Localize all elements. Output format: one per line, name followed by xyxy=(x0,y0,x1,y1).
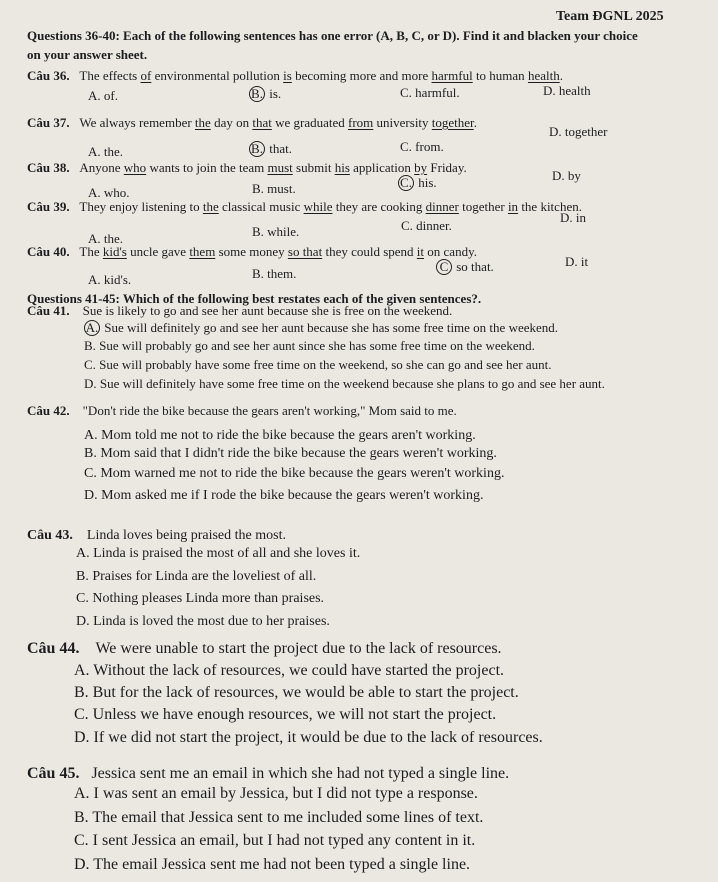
q45-option-d[interactable]: D. The email Jessica sent me had not been typed a single line. xyxy=(74,856,471,873)
q39-option-b[interactable]: B. while. xyxy=(252,224,300,239)
q44-option-c[interactable]: C. Unless we have enough resources, we will not start the project. xyxy=(74,706,497,723)
q41-option-b[interactable]: B. Sue will probably go and see her aunt since she has some free time on the weekend. xyxy=(84,338,535,353)
question-36-stem: Câu 36. The effects of environmental pollution is becoming more and more harmful to human health. xyxy=(27,68,563,83)
question-44-stem: Câu 44. We were unable to start the project due to the lack of resources. xyxy=(27,640,502,657)
q36-option-b[interactable]: B. is. xyxy=(249,86,281,102)
q36-option-c[interactable]: C. harmful. xyxy=(400,85,460,100)
q36-option-a[interactable]: A. of. xyxy=(88,88,118,103)
q39-option-c[interactable]: C. dinner. xyxy=(401,218,452,233)
q37-option-d[interactable]: D. together xyxy=(549,124,608,139)
answer-mark: B. xyxy=(249,86,265,102)
q41-option-c[interactable]: C. Sue will probably have some free time on the weekend, so she can go and see her aunt. xyxy=(84,357,552,372)
q42-option-d[interactable]: D. Mom asked me if I rode the bike because the gears weren't working. xyxy=(84,488,484,503)
answer-mark: A. xyxy=(85,320,99,335)
q44-option-d[interactable]: D. If we did not start the project, it would be due to the lack of resources. xyxy=(74,729,543,746)
q42-option-b[interactable]: B. Mom said that I didn't ride the bike because the gears weren't working. xyxy=(84,446,497,461)
q38-option-c[interactable]: C. his. xyxy=(398,175,437,191)
q40-option-a[interactable]: A. kid's. xyxy=(88,272,132,287)
q43-option-c[interactable]: C. Nothing pleases Linda more than praises. xyxy=(76,591,325,606)
q43-option-d[interactable]: D. Linda is loved the most due to her praises. xyxy=(76,614,330,629)
question-40-stem: Câu 40. The kid's uncle gave them some money so that they could spend it on candy. xyxy=(27,244,477,259)
q37-option-c[interactable]: C. from. xyxy=(400,139,444,154)
q38-option-a[interactable]: A. who. xyxy=(88,185,130,200)
section1-title: Questions 36-40: Each of the following sentences has one error (A, B, C, or D). Find it and blacken your choice xyxy=(27,28,638,43)
team-header: Team ĐGNL 2025 xyxy=(556,9,664,24)
q45-option-c[interactable]: C. I sent Jessica an email, but I had not typed any content in it. xyxy=(74,832,476,849)
q37-option-b[interactable]: B. that. xyxy=(249,141,292,157)
q39-option-d[interactable]: D. in xyxy=(560,210,586,225)
q41-option-d[interactable]: D. Sue will definitely have some free time on the weekend because she plans to go and see her aunt. xyxy=(84,376,605,391)
q41-option-a[interactable]: A. Sue will definitely go and see her aunt because she has some free time on the weekend. xyxy=(85,320,559,335)
section1-title-cont: on your answer sheet. xyxy=(27,47,148,62)
question-42-stem: Câu 42. "Don't ride the bike because the gears aren't working," Mom said to me. xyxy=(27,403,457,418)
q39-option-a[interactable]: A. the. xyxy=(88,231,124,246)
q36-option-d[interactable]: D. health xyxy=(543,83,591,98)
question-45-stem: Câu 45. Jessica sent me an email in which she had not typed a single line. xyxy=(27,765,510,782)
q40-option-b[interactable]: B. them. xyxy=(252,266,297,281)
answer-mark: C. xyxy=(398,175,414,191)
q43-option-b[interactable]: B. Praises for Linda are the loveliest of all. xyxy=(76,569,317,584)
q40-option-d[interactable]: D. it xyxy=(565,254,589,269)
question-number: Câu 36. xyxy=(27,68,70,83)
q42-option-c[interactable]: C. Mom warned me not to ride the bike because the gears weren't working. xyxy=(84,466,505,481)
question-39-stem: Câu 39. They enjoy listening to the classical music while they are cooking dinner together in the kitchen. xyxy=(27,199,582,214)
question-37-stem: Câu 37. We always remember the day on that we graduated from university together. xyxy=(27,115,477,130)
section2-title: Questions 41-45: Which of the following best restates each of the given sentences?. xyxy=(27,291,482,306)
question-38-stem: Câu 38. Anyone who wants to join the team must submit his application by Friday. xyxy=(27,160,467,175)
q42-option-a[interactable]: A. Mom told me not to ride the bike because the gears aren't working. xyxy=(84,428,476,443)
q44-option-a[interactable]: A. Without the lack of resources, we could have started the project. xyxy=(74,662,505,679)
q40-option-c[interactable]: C so that. xyxy=(436,259,494,275)
q45-option-a[interactable]: A. I was sent an email by Jessica, but I did not type a response. xyxy=(74,785,478,802)
q45-option-b[interactable]: B. The email that Jessica sent to me included some lines of text. xyxy=(74,809,484,826)
answer-mark: B. xyxy=(249,141,265,157)
q38-option-b[interactable]: B. must. xyxy=(252,181,296,196)
q43-option-a[interactable]: A. Linda is praised the most of all and she loves it. xyxy=(76,546,361,561)
answer-mark: C xyxy=(436,259,452,275)
q37-option-a[interactable]: A. the. xyxy=(88,144,124,159)
q38-option-d[interactable]: D. by xyxy=(552,168,581,183)
question-43-stem: Câu 43. Linda loves being praised the most. xyxy=(27,528,286,543)
q44-option-b[interactable]: B. But for the lack of resources, we would be able to start the project. xyxy=(74,684,519,701)
question-41-stem: Câu 41. Sue is likely to go and see her aunt because she is free on the weekend. xyxy=(27,303,453,318)
